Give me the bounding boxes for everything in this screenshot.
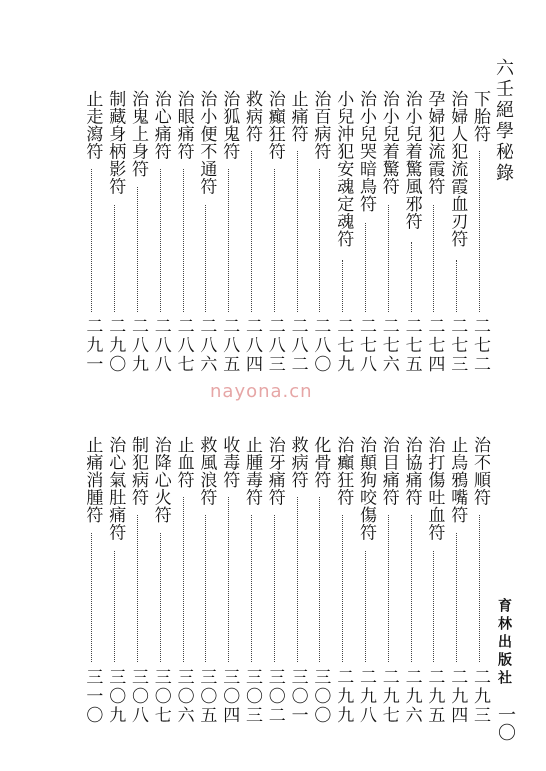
toc-page-number: 三〇七: [150, 668, 171, 725]
toc-page-number: 二八二: [287, 317, 308, 374]
toc-leader: [319, 497, 320, 662]
toc-entry: [332, 436, 354, 506]
watermark: nayona.cn: [210, 381, 313, 402]
toc-entry: [355, 90, 377, 213]
toc-entry-title: 小兒沖犯安魂定魂符: [333, 90, 354, 248]
toc-page-number: 二七四: [424, 317, 445, 374]
toc-entry: [264, 436, 286, 506]
toc-entry-title: 止痛消腫符: [82, 436, 103, 524]
toc-leader: [114, 205, 115, 312]
toc-leader: [274, 169, 275, 312]
toc-leader: [319, 169, 320, 312]
toc-page-number: 二九六: [401, 668, 422, 725]
toc-entry-title: 止痛符: [287, 90, 308, 143]
toc-page-number: 二九〇: [105, 317, 126, 374]
toc-entry-title: 救風浪符: [196, 436, 217, 506]
toc-page-number: 二七九: [333, 317, 354, 374]
toc-entry: [81, 436, 103, 524]
toc-leader: [411, 515, 412, 662]
toc-entry: [401, 436, 423, 506]
toc-entry: [469, 436, 491, 506]
toc-entry: [218, 90, 240, 160]
toc-entry: [150, 436, 172, 524]
toc-page-number: 三〇六: [173, 668, 194, 725]
toc-entry-title: 下胎符: [470, 90, 490, 143]
toc-page-number: 二九八: [356, 668, 376, 725]
page-number: 一〇: [495, 705, 516, 741]
toc-leader: [205, 205, 206, 312]
toc-entry-title: 治癲狂符: [264, 90, 285, 160]
toc-page-number: 三〇九: [105, 668, 126, 725]
toc-entry-title: 治鬼上身符: [128, 90, 148, 178]
toc-entry-title: 孕婦犯流霞符: [424, 90, 445, 195]
toc-leader: [274, 515, 275, 662]
toc-leader: [365, 223, 366, 312]
toc-entry-title: 制藏身柄影符: [105, 90, 126, 195]
toc-entry: [127, 436, 149, 506]
toc-leader: [388, 515, 389, 662]
toc-page-number: 二八八: [150, 317, 171, 374]
toc-leader: [456, 533, 457, 662]
toc-page-number: 三〇三: [242, 668, 262, 725]
toc-entry: [218, 436, 240, 489]
toc-entry-title: 治小兒哭暗鳥符: [356, 90, 376, 213]
book-title: 六壬絕學秘錄: [493, 58, 514, 184]
toc-entry-title: 治百病符: [310, 90, 331, 160]
toc-leader: [297, 151, 298, 312]
toc-entry: [309, 90, 331, 160]
toc-entry: [378, 436, 400, 506]
toc-entry: [195, 90, 217, 195]
toc-leader: [365, 551, 366, 662]
toc-page-number: 二七六: [378, 317, 399, 374]
toc-entry-title: 治婦人犯流霞血刃符: [447, 90, 468, 248]
toc-page-number: 二七三: [447, 317, 468, 374]
toc-entry: [81, 90, 103, 160]
toc-page-number: 二九五: [424, 668, 445, 725]
toc-page-number: 二九一: [82, 317, 103, 374]
publisher-name: 育林出版社: [496, 598, 512, 688]
toc-page-number: 三一〇: [82, 668, 103, 725]
toc-leader: [137, 187, 138, 312]
toc-entry-title: 止烏鴉嘴符: [447, 436, 468, 524]
toc-leader: [251, 151, 252, 312]
toc-entry: [104, 90, 126, 195]
toc-page-number: 三〇八: [128, 668, 148, 725]
toc-entry: [378, 90, 400, 195]
toc-leader: [433, 551, 434, 662]
toc-entry: [241, 90, 263, 143]
toc-entry-title: 收毒符: [219, 436, 240, 489]
toc-leader: [183, 169, 184, 312]
toc-leader: [114, 551, 115, 662]
toc-leader: [433, 205, 434, 312]
toc-entry-title: 救病符: [287, 436, 308, 489]
toc-entry: [446, 436, 468, 524]
toc-leader: [411, 242, 412, 312]
toc-page-number: 二七五: [401, 317, 422, 374]
toc-entry-title: 治小兒着驚風邪符: [401, 90, 422, 230]
toc-entry-title: 治降心火符: [150, 436, 171, 524]
toc-leader: [456, 260, 457, 312]
toc-leader: [137, 515, 138, 662]
toc-leader: [183, 497, 184, 662]
toc-leader: [228, 497, 229, 662]
toc-entry-title: 治眼痛符: [173, 90, 194, 160]
toc-entry: [173, 436, 195, 489]
toc-entry: [104, 436, 126, 541]
toc-entry-title: 治小便不通符: [196, 90, 217, 195]
toc-leader: [297, 497, 298, 662]
toc-leader: [228, 169, 229, 312]
toc-page-number: 二八七: [173, 317, 194, 374]
toc-leader: [342, 260, 343, 312]
toc-entry-title: 治狐鬼符: [219, 90, 240, 160]
toc-page-number: 二九九: [333, 668, 354, 725]
toc-leader: [479, 151, 480, 312]
toc-entry-title: 治癲狂符: [333, 436, 354, 506]
toc-entry-title: 治小兒着驚符: [378, 90, 399, 195]
toc-page-number: 二九三: [470, 668, 490, 725]
toc-page-number: 二九四: [447, 668, 468, 725]
toc-entry: [446, 90, 468, 248]
toc-entry-title: 治心痛符: [150, 90, 171, 160]
toc-leader: [91, 169, 92, 312]
toc-entry-title: 治協痛符: [401, 436, 422, 506]
toc-entry: [195, 436, 217, 506]
toc-entry: [287, 90, 309, 143]
toc-entry: [127, 90, 149, 178]
toc-entry-title: 制犯病符: [128, 436, 148, 506]
toc-entry-title: 治牙痛符: [264, 436, 285, 506]
toc-leader: [91, 533, 92, 662]
toc-entry-title: 止腫毒符: [242, 436, 262, 506]
toc-entry-title: 止血符: [173, 436, 194, 489]
toc-leader: [479, 515, 480, 662]
toc-entry-title: 治目痛符: [378, 436, 399, 506]
toc-entry: [309, 436, 331, 489]
toc-page-number: 二七八: [356, 317, 376, 374]
toc-entry-title: 止走瀉符: [82, 90, 103, 160]
toc-entry: [287, 436, 309, 489]
toc-entry-title: 治不順符: [470, 436, 490, 506]
toc-entry: [264, 90, 286, 160]
toc-page-number: 二八〇: [310, 317, 331, 374]
toc-page-number: 三〇四: [219, 668, 240, 725]
toc-entry: [173, 90, 195, 160]
toc-entry: [150, 90, 172, 160]
toc-page-number: 二九七: [378, 668, 399, 725]
toc-leader: [388, 205, 389, 312]
toc-leader: [342, 515, 343, 662]
toc-entry-title: 救病符: [242, 90, 262, 143]
toc-entry: [355, 436, 377, 541]
toc-entry: [423, 90, 445, 195]
toc-page-number: 二八四: [242, 317, 262, 374]
toc-leader: [160, 169, 161, 312]
toc-entry: [332, 90, 354, 248]
toc-page-number: 二八六: [196, 317, 217, 374]
toc-page-number: 二八三: [264, 317, 285, 374]
toc-entry-title: 化骨符: [310, 436, 331, 489]
toc-entry-title: 治心氣肚痛符: [105, 436, 126, 541]
toc-page-number: 二八九: [128, 317, 148, 374]
toc-page-number: 三〇一: [287, 668, 308, 725]
toc-page-number: 二七二: [470, 317, 490, 374]
toc-page-number: 三〇二: [264, 668, 285, 725]
toc-entry: [469, 90, 491, 143]
toc-entry: [401, 90, 423, 230]
toc-leader: [160, 533, 161, 662]
toc-page-number: 二八五: [219, 317, 240, 374]
toc-entry: [423, 436, 445, 541]
toc-entry: [241, 436, 263, 506]
toc-page-number: 三〇五: [196, 668, 217, 725]
toc-entry-title: 治打傷吐血符: [424, 436, 445, 541]
toc-entry-title: 治顛狗咬傷符: [356, 436, 376, 541]
toc-page-number: 三〇〇: [310, 668, 331, 725]
toc-leader: [205, 515, 206, 662]
toc-leader: [251, 515, 252, 662]
